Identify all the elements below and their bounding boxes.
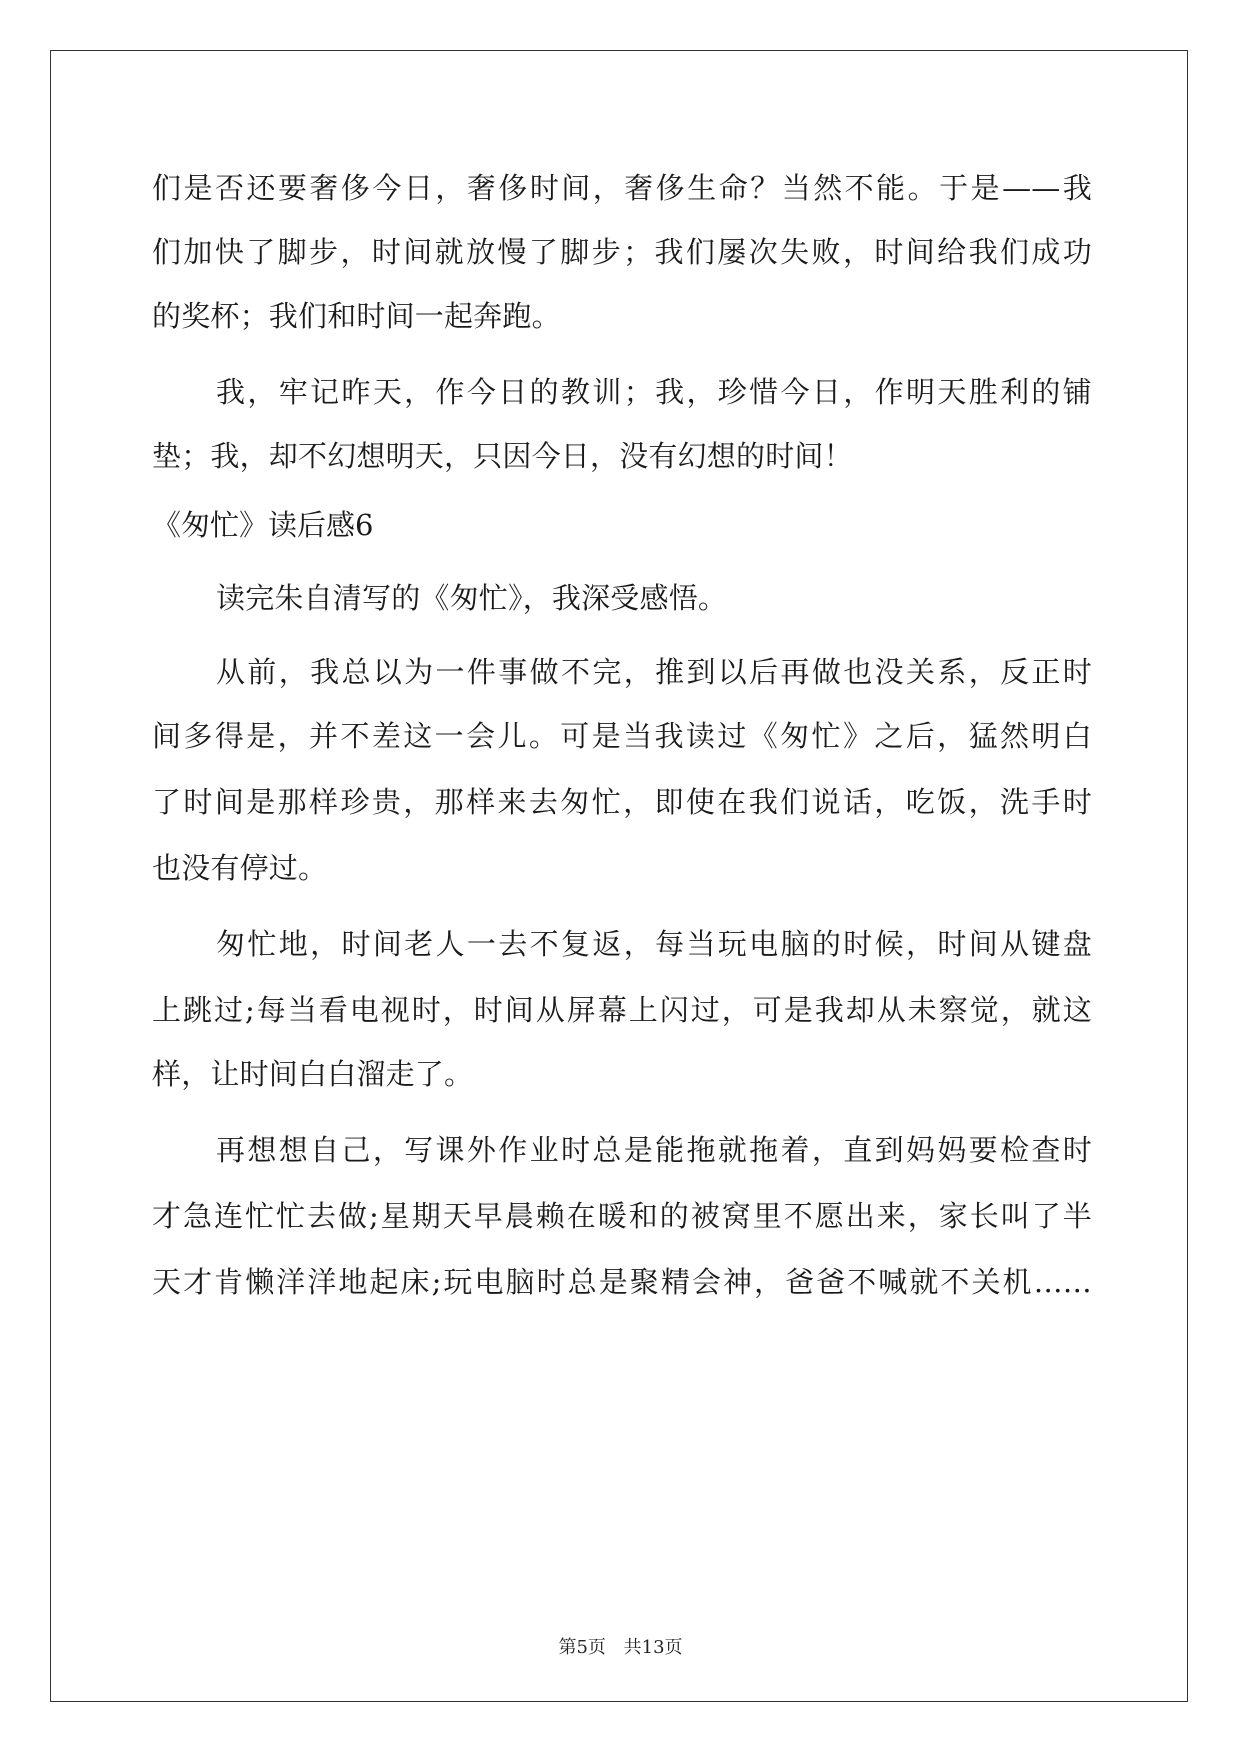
- paragraph-line: 我，牢记昨天，作今日的教训；我，珍惜今日，作明天胜利的铺: [216, 375, 1092, 409]
- paragraph-line: 再想想自己，写课外作业时总是能拖就拖着，直到妈妈要检查时: [216, 1133, 1092, 1167]
- page-footer: [0, 1636, 1241, 1660]
- paragraph-line: 匆忙地，时间老人一去不复返，每当玩电脑的时候，时间从键盘: [216, 927, 1092, 961]
- paragraph-line: 间多得是，并不差这一会儿。可是当我读过《匆忙》之后，猛然明白: [152, 719, 1092, 753]
- paragraph-line: 上跳过;每当看电视时，时间从屏幕上闪过，可是我却从未察觉，就这: [152, 993, 1092, 1027]
- page-number: 第5页: [558, 1637, 606, 1658]
- paragraph-line: 们加快了脚步，时间就放慢了脚步；我们屡次失败，时间给我们成功: [152, 235, 1092, 269]
- page-total: 共13页: [623, 1637, 683, 1658]
- paragraph-line: 了时间是那样珍贵，那样来去匆忙，即使在我们说话，吃饭，洗手时: [152, 785, 1092, 819]
- paragraph-line: 从前，我总以为一件事做不完，推到以后再做也没关系，反正时: [216, 655, 1092, 689]
- paragraph-line: 天才肯懒洋洋地起床;玩电脑时总是聚精会神，爸爸不喊就不关机……: [152, 1265, 1092, 1299]
- paragraph-line: 样，让时间白白溜走了。: [152, 1057, 474, 1091]
- paragraph-line: 读完朱自清写的《匆忙》，我深受感悟。: [216, 581, 728, 615]
- paragraph-line: 才急连忙忙去做;星期天早晨赖在暖和的被窝里不愿出来，家长叫了半: [152, 1199, 1092, 1233]
- paragraph-line: 垫；我，却不幻想明天，只因今日，没有幻想的时间！: [152, 439, 853, 473]
- paragraph-line: 们是否还要奢侈今日，奢侈时间，奢侈生命？当然不能。于是——我: [152, 171, 1092, 205]
- section-heading: 《匆忙》读后感6: [152, 508, 374, 542]
- paragraph-line: 也没有停过。: [152, 851, 328, 885]
- paragraph-line: 的奖杯；我们和时间一起奔跑。: [152, 299, 561, 333]
